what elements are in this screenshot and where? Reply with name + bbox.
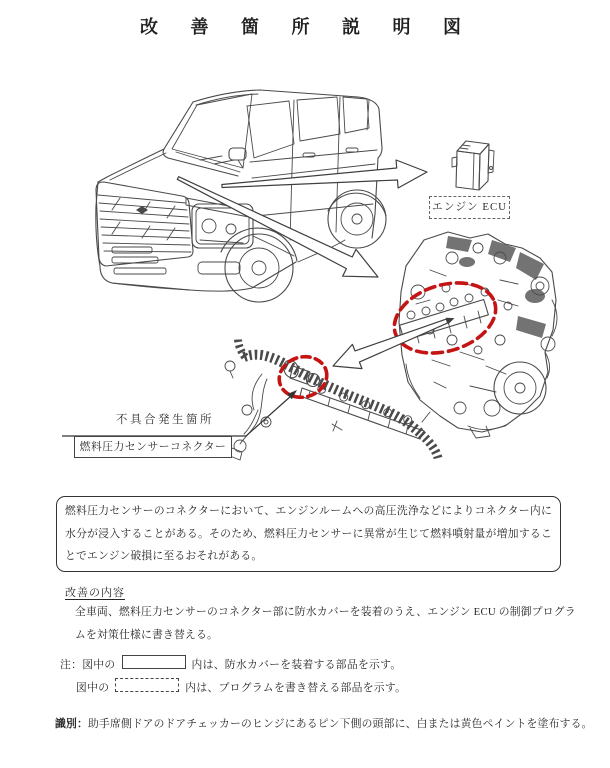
note1-prefix: 図中の — [82, 659, 116, 671]
ecu-drawing — [452, 141, 494, 190]
ecu-label-box: エンジン ECU — [429, 196, 510, 219]
identification-body: 助手席側ドアのドアチェッカーのヒンジにあるピン下側の頭部に、白または黄色ペイントを塗布する。 — [88, 718, 593, 730]
note-label: 注： — [60, 659, 83, 671]
identification-label: 識別： — [55, 718, 88, 730]
defect-location-label: 不具合発生箇所 — [116, 414, 214, 426]
solid-part-legend-box — [122, 655, 186, 669]
identification-note — [55, 712, 602, 736]
connector-label-box: 燃料圧力センサーコネクター — [74, 436, 232, 458]
side-mirror — [229, 148, 246, 160]
note2-prefix: 図中の — [76, 682, 110, 694]
dashed-part-legend-box — [115, 678, 179, 692]
engine-drawing — [399, 232, 557, 438]
improvement-body: 全車両、燃料圧力センサーのコネクター部に防水カバーを装着のうえ、エンジン ECU の制御プログラムを対策仕様に書き替える。 — [75, 606, 576, 641]
note-line-2 — [76, 678, 406, 695]
problem-description-box: 燃料圧力センサーのコネクターにおいて、エンジンルームへの高圧洗浄などによりコネクター内に水分が浸入することがある。そのため、燃料圧力センサーに異常が生じて燃料噴射量が増加することでエンジン破損に至るおそれがある。 — [56, 496, 561, 572]
harness-drawing — [225, 338, 438, 460]
note1-suffix: 内は、防水カバーを装着する部品を示す。 — [191, 659, 402, 671]
defect-ellipse-engine — [386, 271, 505, 365]
arrow-to-harness — [333, 319, 448, 369]
vehicle-drawing — [96, 90, 386, 302]
note2-suffix: 内は、プログラムを書き替える部品を示す。 — [185, 682, 407, 694]
improvement-heading: 改善の内容 — [65, 587, 125, 599]
note-line-1 — [60, 655, 401, 672]
arrow-to-ecu — [222, 160, 427, 188]
page-title: 改 善 箇 所 説 明 図 — [140, 17, 470, 37]
